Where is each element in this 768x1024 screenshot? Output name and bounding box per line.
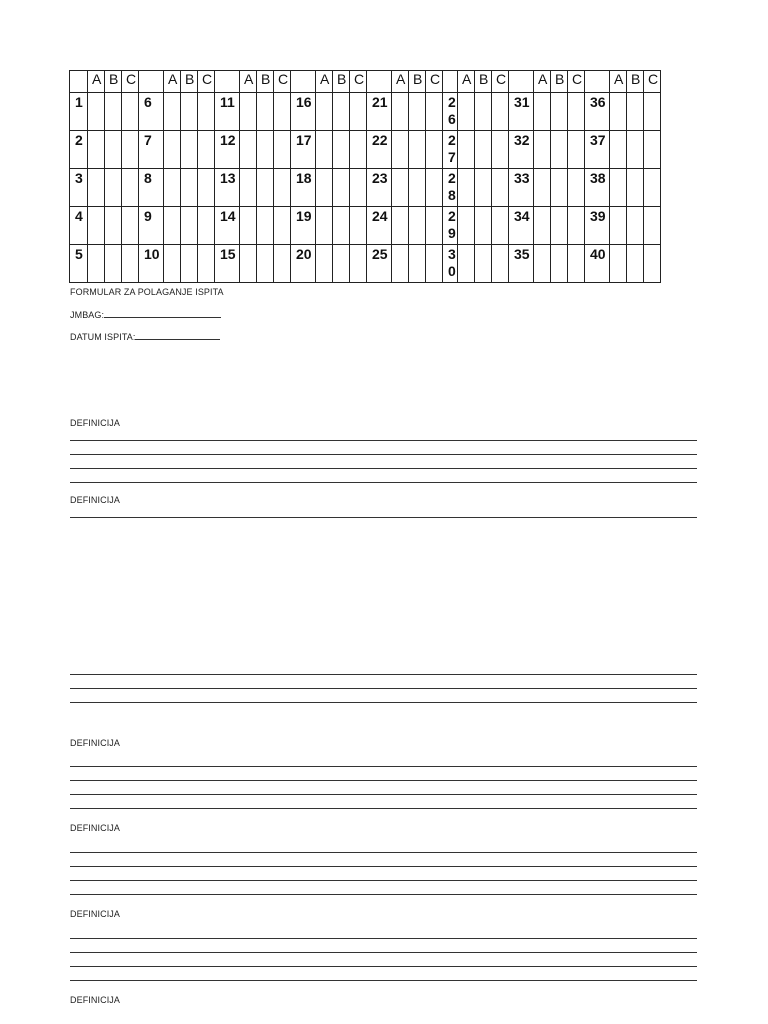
answer-cell-c[interactable] bbox=[122, 245, 139, 283]
answer-cell-a[interactable] bbox=[164, 131, 181, 169]
answer-cell-a[interactable] bbox=[534, 93, 551, 131]
question-number: 11 bbox=[215, 93, 240, 131]
answer-cell-a[interactable] bbox=[240, 169, 257, 207]
question-number: 26 bbox=[443, 93, 458, 131]
form-title: FORMULAR ZA POLAGANJE ISPITA bbox=[70, 287, 224, 297]
header-number-cell bbox=[509, 71, 534, 93]
header-option-a: A bbox=[240, 71, 257, 93]
answer-line[interactable] bbox=[70, 894, 697, 895]
answer-cell-b[interactable] bbox=[105, 245, 122, 283]
header-option-a: A bbox=[458, 71, 475, 93]
answer-cell-b[interactable] bbox=[181, 207, 198, 245]
question-number: 18 bbox=[291, 169, 316, 207]
answer-cell-c[interactable] bbox=[122, 131, 139, 169]
answer-cell-c[interactable] bbox=[274, 245, 291, 283]
answer-line[interactable] bbox=[70, 980, 697, 981]
answer-cell-b[interactable] bbox=[257, 169, 274, 207]
answer-cell-c[interactable] bbox=[274, 131, 291, 169]
question-number: 15 bbox=[215, 245, 240, 283]
answer-cell-b[interactable] bbox=[627, 245, 644, 283]
question-number: 13 bbox=[215, 169, 240, 207]
question-number: 17 bbox=[291, 131, 316, 169]
question-number: 2 bbox=[70, 131, 88, 169]
answer-cell-b[interactable] bbox=[333, 245, 350, 283]
question-number: 8 bbox=[139, 169, 164, 207]
answer-cell-b[interactable] bbox=[333, 131, 350, 169]
answer-cell-c[interactable] bbox=[568, 245, 585, 283]
answer-cell-b[interactable] bbox=[551, 93, 568, 131]
answer-cell-c[interactable] bbox=[492, 207, 509, 245]
question-number: 3 bbox=[70, 169, 88, 207]
header-option-b: B bbox=[409, 71, 426, 93]
question-number: 34 bbox=[509, 207, 534, 245]
answer-cell-c[interactable] bbox=[426, 93, 443, 131]
header-option-a: A bbox=[164, 71, 181, 93]
answer-cell-a[interactable] bbox=[392, 207, 409, 245]
answer-cell-c[interactable] bbox=[426, 245, 443, 283]
answer-line[interactable] bbox=[70, 468, 697, 469]
answer-cell-b[interactable] bbox=[409, 169, 426, 207]
question-number: 36 bbox=[585, 93, 610, 131]
answer-cell-c[interactable] bbox=[492, 131, 509, 169]
answer-cell-b[interactable] bbox=[181, 245, 198, 283]
question-number: 40 bbox=[585, 245, 610, 283]
answer-cell-b[interactable] bbox=[475, 207, 492, 245]
answer-cell-c[interactable] bbox=[492, 169, 509, 207]
question-number: 7 bbox=[139, 131, 164, 169]
jmbag-underline bbox=[104, 309, 221, 318]
answer-cell-b[interactable] bbox=[105, 93, 122, 131]
question-number: 10 bbox=[139, 245, 164, 283]
header-number-cell bbox=[585, 71, 610, 93]
header-number-cell bbox=[443, 71, 458, 93]
datum-underline bbox=[135, 331, 220, 340]
answer-cell-a[interactable] bbox=[610, 207, 627, 245]
answer-cell-a[interactable] bbox=[610, 245, 627, 283]
answer-cell-b[interactable] bbox=[551, 169, 568, 207]
header-option-b: B bbox=[475, 71, 492, 93]
answer-line[interactable] bbox=[70, 966, 697, 967]
answer-cell-a[interactable] bbox=[534, 245, 551, 283]
definicija-label-2: DEFINICIJA bbox=[70, 495, 121, 505]
answer-cell-b[interactable] bbox=[475, 245, 492, 283]
question-number: 37 bbox=[585, 131, 610, 169]
answer-cell-a[interactable] bbox=[392, 169, 409, 207]
answer-cell-b[interactable] bbox=[105, 169, 122, 207]
question-number: 14 bbox=[215, 207, 240, 245]
question-number: 39 bbox=[585, 207, 610, 245]
question-number: 23 bbox=[367, 169, 392, 207]
header-option-b: B bbox=[181, 71, 198, 93]
answer-cell-c[interactable] bbox=[198, 245, 215, 283]
answer-cell-c[interactable] bbox=[492, 245, 509, 283]
answer-line[interactable] bbox=[70, 454, 697, 455]
answer-cell-a[interactable] bbox=[164, 207, 181, 245]
answer-cell-b[interactable] bbox=[409, 207, 426, 245]
answer-cell-b[interactable] bbox=[105, 131, 122, 169]
answer-cell-c[interactable] bbox=[568, 207, 585, 245]
answer-line[interactable] bbox=[70, 440, 697, 441]
answer-cell-b[interactable] bbox=[333, 93, 350, 131]
question-number: 35 bbox=[509, 245, 534, 283]
answer-line[interactable] bbox=[70, 852, 697, 853]
answer-cell-a[interactable] bbox=[164, 245, 181, 283]
answer-cell-c[interactable] bbox=[274, 169, 291, 207]
answer-cell-c[interactable] bbox=[644, 207, 661, 245]
question-number: 33 bbox=[509, 169, 534, 207]
answer-cell-a[interactable] bbox=[164, 93, 181, 131]
answer-cell-c[interactable] bbox=[492, 93, 509, 131]
answer-cell-a[interactable] bbox=[392, 245, 409, 283]
answer-cell-c[interactable] bbox=[350, 245, 367, 283]
question-number: 20 bbox=[291, 245, 316, 283]
answer-cell-b[interactable] bbox=[257, 131, 274, 169]
definicija-label-1: DEFINICIJA bbox=[70, 418, 121, 428]
answer-cell-b[interactable] bbox=[333, 169, 350, 207]
answer-cell-b[interactable] bbox=[627, 131, 644, 169]
answer-line[interactable] bbox=[70, 517, 697, 518]
question-number: 1 bbox=[70, 93, 88, 131]
answer-cell-b[interactable] bbox=[105, 207, 122, 245]
answer-line[interactable] bbox=[70, 688, 697, 689]
answer-cell-c[interactable] bbox=[198, 131, 215, 169]
answer-cell-c[interactable] bbox=[568, 131, 585, 169]
definicija-label-4: DEFINICIJA bbox=[70, 823, 121, 833]
question-number: 24 bbox=[367, 207, 392, 245]
question-number: 4 bbox=[70, 207, 88, 245]
definicija-label-3: DEFINICIJA bbox=[70, 738, 121, 748]
header-option-b: B bbox=[627, 71, 644, 93]
answer-cell-a[interactable] bbox=[458, 169, 475, 207]
header-option-c: C bbox=[274, 71, 291, 93]
answer-cell-a[interactable] bbox=[316, 207, 333, 245]
definicija-label-6: DEFINICIJA bbox=[70, 995, 121, 1005]
answer-cell-a[interactable] bbox=[240, 93, 257, 131]
question-number: 28 bbox=[443, 169, 458, 207]
header-option-a: A bbox=[610, 71, 627, 93]
answer-cell-a[interactable] bbox=[88, 93, 105, 131]
answer-cell-a[interactable] bbox=[458, 207, 475, 245]
answer-line[interactable] bbox=[70, 794, 697, 795]
answer-cell-b[interactable] bbox=[627, 207, 644, 245]
answer-cell-c[interactable] bbox=[274, 207, 291, 245]
header-option-c: C bbox=[568, 71, 585, 93]
answer-cell-c[interactable] bbox=[350, 131, 367, 169]
answer-cell-a[interactable] bbox=[610, 93, 627, 131]
answer-cell-c[interactable] bbox=[568, 93, 585, 131]
answer-cell-b[interactable] bbox=[551, 245, 568, 283]
answer-cell-b[interactable] bbox=[551, 131, 568, 169]
answer-cell-c[interactable] bbox=[426, 131, 443, 169]
answer-cell-a[interactable] bbox=[316, 93, 333, 131]
answer-cell-a[interactable] bbox=[88, 169, 105, 207]
answer-cell-c[interactable] bbox=[274, 93, 291, 131]
answer-cell-c[interactable] bbox=[198, 93, 215, 131]
answer-cell-c[interactable] bbox=[122, 93, 139, 131]
header-option-a: A bbox=[392, 71, 409, 93]
header-number-cell bbox=[291, 71, 316, 93]
answer-cell-a[interactable] bbox=[534, 207, 551, 245]
answer-cell-a[interactable] bbox=[316, 245, 333, 283]
answer-cell-b[interactable] bbox=[333, 207, 350, 245]
answer-line[interactable] bbox=[70, 674, 697, 675]
header-option-c: C bbox=[122, 71, 139, 93]
answer-cell-b[interactable] bbox=[475, 169, 492, 207]
answer-cell-c[interactable] bbox=[644, 245, 661, 283]
header-option-b: B bbox=[257, 71, 274, 93]
answer-cell-c[interactable] bbox=[350, 169, 367, 207]
answer-cell-c[interactable] bbox=[350, 93, 367, 131]
answer-line[interactable] bbox=[70, 808, 697, 809]
answer-cell-a[interactable] bbox=[240, 207, 257, 245]
question-number: 5 bbox=[70, 245, 88, 283]
answer-cell-b[interactable] bbox=[627, 93, 644, 131]
answer-cell-b[interactable] bbox=[551, 207, 568, 245]
answer-cell-a[interactable] bbox=[610, 169, 627, 207]
answer-cell-a[interactable] bbox=[458, 131, 475, 169]
header-option-b: B bbox=[551, 71, 568, 93]
answer-cell-a[interactable] bbox=[458, 245, 475, 283]
answer-grid bbox=[69, 70, 661, 283]
header-option-a: A bbox=[316, 71, 333, 93]
header-option-c: C bbox=[644, 71, 661, 93]
answer-line[interactable] bbox=[70, 866, 697, 867]
header-option-c: C bbox=[198, 71, 215, 93]
answer-cell-a[interactable] bbox=[88, 207, 105, 245]
answer-cell-c[interactable] bbox=[198, 169, 215, 207]
jmbag-field[interactable] bbox=[70, 309, 221, 320]
answer-cell-b[interactable] bbox=[257, 207, 274, 245]
question-number: 9 bbox=[139, 207, 164, 245]
question-number: 6 bbox=[139, 93, 164, 131]
answer-cell-a[interactable] bbox=[240, 245, 257, 283]
answer-cell-b[interactable] bbox=[257, 93, 274, 131]
answer-cell-c[interactable] bbox=[426, 169, 443, 207]
answer-cell-a[interactable] bbox=[534, 169, 551, 207]
answer-cell-b[interactable] bbox=[409, 93, 426, 131]
answer-line[interactable] bbox=[70, 952, 697, 953]
question-number: 31 bbox=[509, 93, 534, 131]
answer-cell-a[interactable] bbox=[88, 131, 105, 169]
question-number: 30 bbox=[443, 245, 458, 283]
answer-cell-b[interactable] bbox=[627, 169, 644, 207]
answer-cell-c[interactable] bbox=[198, 207, 215, 245]
question-number: 19 bbox=[291, 207, 316, 245]
answer-line[interactable] bbox=[70, 482, 697, 483]
datum-label: DATUM ISPITA: bbox=[70, 332, 136, 342]
answer-cell-a[interactable] bbox=[458, 93, 475, 131]
answer-cell-b[interactable] bbox=[181, 93, 198, 131]
question-number: 22 bbox=[367, 131, 392, 169]
header-option-c: C bbox=[350, 71, 367, 93]
answer-line[interactable] bbox=[70, 780, 697, 781]
answer-cell-a[interactable] bbox=[610, 131, 627, 169]
answer-cell-a[interactable] bbox=[392, 93, 409, 131]
answer-cell-c[interactable] bbox=[426, 207, 443, 245]
answer-line[interactable] bbox=[70, 880, 697, 881]
answer-line[interactable] bbox=[70, 702, 697, 703]
answer-cell-a[interactable] bbox=[316, 131, 333, 169]
header-option-a: A bbox=[88, 71, 105, 93]
answer-line[interactable] bbox=[70, 766, 697, 767]
answer-line[interactable] bbox=[70, 938, 697, 939]
question-number: 29 bbox=[443, 207, 458, 245]
question-number: 16 bbox=[291, 93, 316, 131]
header-option-c: C bbox=[426, 71, 443, 93]
question-number: 32 bbox=[509, 131, 534, 169]
answer-cell-a[interactable] bbox=[164, 169, 181, 207]
answer-cell-b[interactable] bbox=[181, 131, 198, 169]
answer-cell-c[interactable] bbox=[644, 169, 661, 207]
answer-cell-c[interactable] bbox=[568, 169, 585, 207]
header-number-cell bbox=[367, 71, 392, 93]
answer-cell-b[interactable] bbox=[475, 93, 492, 131]
answer-cell-a[interactable] bbox=[534, 131, 551, 169]
answer-cell-c[interactable] bbox=[122, 207, 139, 245]
header-option-b: B bbox=[105, 71, 122, 93]
question-number: 12 bbox=[215, 131, 240, 169]
answer-cell-a[interactable] bbox=[392, 131, 409, 169]
header-number-cell bbox=[215, 71, 240, 93]
jmbag-label: JMBAG: bbox=[70, 310, 105, 320]
question-number: 25 bbox=[367, 245, 392, 283]
answer-cell-a[interactable] bbox=[88, 245, 105, 283]
question-number: 38 bbox=[585, 169, 610, 207]
header-number-cell bbox=[139, 71, 164, 93]
header-option-a: A bbox=[534, 71, 551, 93]
definicija-label-5: DEFINICIJA bbox=[70, 909, 121, 919]
header-number-cell bbox=[70, 71, 88, 93]
question-number: 21 bbox=[367, 93, 392, 131]
datum-field[interactable] bbox=[70, 331, 220, 342]
header-option-b: B bbox=[333, 71, 350, 93]
answer-cell-a[interactable] bbox=[240, 131, 257, 169]
answer-cell-c[interactable] bbox=[644, 93, 661, 131]
answer-cell-c[interactable] bbox=[350, 207, 367, 245]
answer-cell-b[interactable] bbox=[409, 131, 426, 169]
answer-cell-c[interactable] bbox=[644, 131, 661, 169]
answer-cell-b[interactable] bbox=[409, 245, 426, 283]
question-number: 27 bbox=[443, 131, 458, 169]
answer-cell-b[interactable] bbox=[257, 245, 274, 283]
answer-cell-b[interactable] bbox=[475, 131, 492, 169]
answer-cell-c[interactable] bbox=[122, 169, 139, 207]
header-option-c: C bbox=[492, 71, 509, 93]
answer-cell-b[interactable] bbox=[181, 169, 198, 207]
answer-cell-a[interactable] bbox=[316, 169, 333, 207]
